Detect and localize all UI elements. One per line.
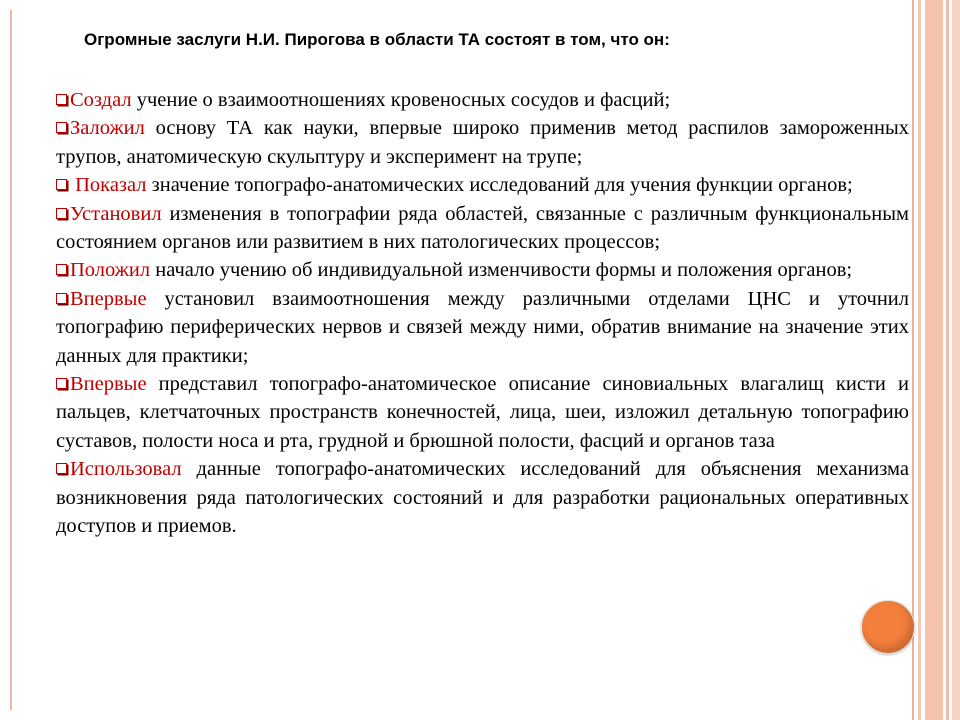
item-text: учение о взаимоотношениях кровеносных сосудов и фасций; [131,89,671,111]
square-bullet-icon [56,293,67,304]
list-item [56,285,909,370]
square-bullet-icon [56,179,67,190]
item-keyword: Показал [75,174,147,197]
orange-circle-icon [861,600,915,654]
stripe [925,0,943,720]
item-text: установил взаимоотношения между различными отделами ЦНС и уточнил топографию периферических нервов и связей между ними, обратив внимание на значение этих данных для практики; [56,287,909,367]
list-item [56,171,909,199]
square-bullet-icon [56,208,67,219]
item-keyword: Положил [70,259,151,282]
frame-line [10,10,12,710]
item-text: начало учению об индивидуальной изменчивости формы и положения органов; [150,259,853,282]
item-keyword: Использовал [70,458,182,481]
stripe [952,0,960,720]
list-item [56,200,909,257]
square-bullet-icon [56,264,67,275]
square-bullet-icon [56,463,67,474]
list-item [56,86,909,114]
bullet-list [56,86,909,541]
item-keyword: Заложил [70,117,145,140]
list-item [56,114,909,171]
stripe [912,0,914,720]
list-item [56,455,909,540]
slide-title: Огромные заслуги Н.И. Пирогова в области ТА состоят в том, что он: [84,30,670,49]
square-bullet-icon [56,378,67,389]
list-item [56,256,909,284]
item-text: основу ТА как науки, впервые широко применив метод распилов замороженных трупов, анатомическую скульптуру и эксперимент на трупе; [56,117,909,168]
list-item [56,370,909,455]
item-text: значение топографо-анатомических исследований для учения функции органов; [146,174,853,197]
square-bullet-icon [56,122,67,133]
item-text: представил топографо-анатомическое описание синовиальных влагалищ кисти и пальцев, клетчаточных пространств конечностей, лица, шеи, изложил детальную топографию суставов, полости носа и рта, грудной и брюшной полости, фасций и органов таза [56,373,909,452]
square-bullet-icon [56,94,67,105]
stripe [918,0,921,720]
item-keyword: Впервые [70,287,147,310]
item-keyword: Впервые [70,373,147,396]
item-text: данные топографо-анатомических исследований для объяснения механизма возникновения ряда патологических состояний и для разработки рациональных оперативных доступов и приемов. [56,458,909,538]
stripe [946,0,949,720]
item-keyword: Установил [70,202,162,225]
item-text: изменения в топографии ряда областей, связанные с различным функциональным состоянием органов или развитием в них патологических процессов; [56,202,909,254]
item-keyword: Создал [70,89,132,111]
decorative-stripes [912,0,960,720]
